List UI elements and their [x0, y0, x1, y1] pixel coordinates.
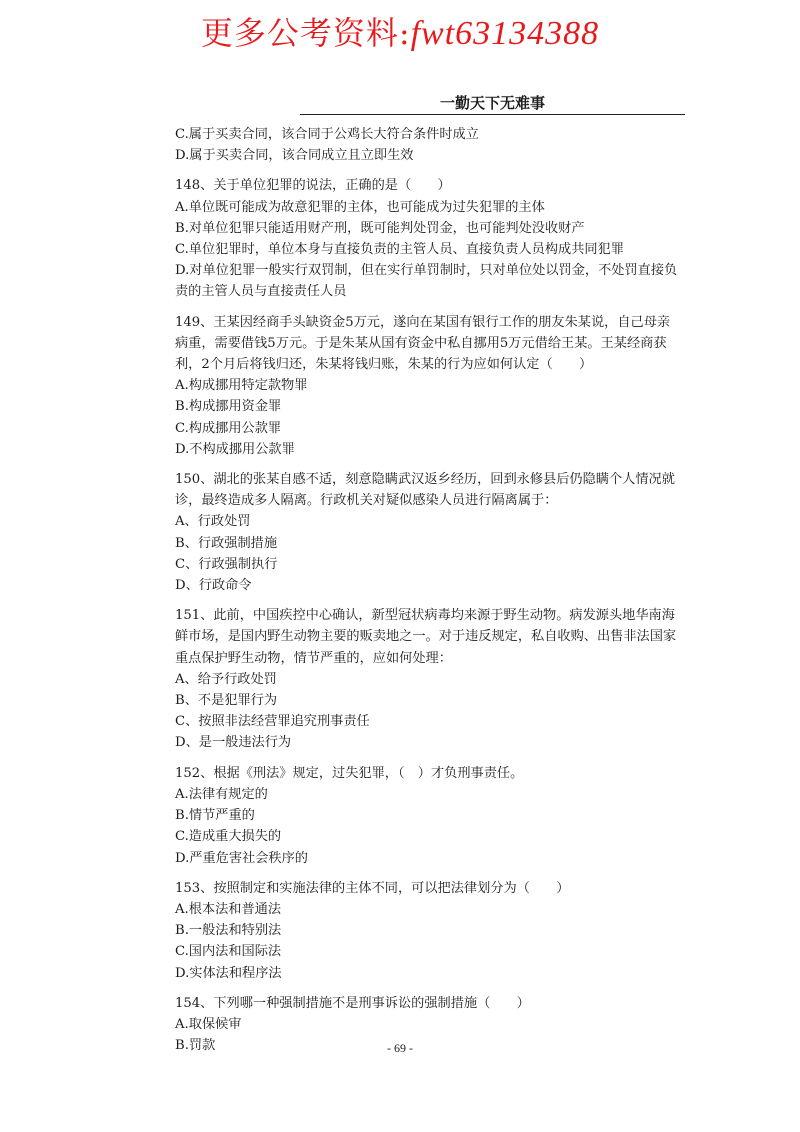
option-b: B.一般法和特别法 [175, 923, 282, 939]
question-150 [175, 469, 680, 596]
carryover-option-d: D.属于买卖合同，该合同成立且立即生效 [175, 148, 414, 164]
question-148 [175, 175, 680, 302]
watermark [0, 8, 800, 54]
option-b: B.情节严重的 [175, 808, 255, 824]
watermark-text: 更多公考资料: [200, 14, 411, 52]
question-151 [175, 605, 680, 753]
option-b: B.罚款 [175, 1038, 216, 1054]
question-stem: 152、根据《刑法》规定，过失犯罪，（ ）才负刑事责任。 [175, 765, 524, 781]
option-b: B.构成挪用资金罪 [175, 399, 282, 415]
question-149 [175, 312, 680, 460]
option-a: A.根本法和普通法 [175, 901, 282, 917]
running-head: 一勤天下无难事 [439, 94, 545, 112]
page-number: - 69 - [387, 1041, 413, 1055]
option-c: C.国内法和国际法 [175, 944, 282, 960]
question-152 [175, 763, 680, 869]
option-c: C、行政强制执行 [175, 556, 278, 572]
question-stem: 148、关于单位犯罪的说法，正确的是（ ） [175, 178, 451, 194]
carryover-option-c: C.属于买卖合同，该合同于公鸡长大符合条件时成立 [175, 127, 479, 142]
page-content [175, 124, 680, 1056]
option-b: B、行政强制措施 [175, 535, 278, 551]
option-b: B、不是犯罪行为 [175, 693, 278, 709]
option-d: D.严重危害社会秩序的 [175, 850, 308, 866]
option-c: C.构成挪用公款罪 [175, 420, 282, 436]
option-d: D.不构成挪用公款罪 [175, 441, 295, 457]
question-stem: 150、湖北的张某自感不适，刻意隐瞒武汉返乡经历，回到永修县后仍隐瞒个人情况就诊，最终造成多人隔离。行政机关对疑似感染人员进行隔离属于： [175, 472, 675, 509]
option-c: C、按照非法经营罪追究刑事责任 [175, 714, 370, 730]
question-stem: 151、此前，中国疾控中心确认，新型冠状病毒均来源于野生动物。病发源头地华南海鲜市场，是国内野生动物主要的贩卖地之一。对于违反规定，私自收购、出售非法国家重点保护野生动物，情节严重的，应如何处理： [175, 608, 677, 666]
option-a: A、行政处罚 [175, 514, 251, 530]
option-c: C.单位犯罪时，单位本身与直接负责的主管人员、直接负责人员构成共同犯罪 [175, 242, 624, 258]
question-stem: 153、按照制定和实施法律的主体不同，可以把法律划分为（ ） [175, 880, 570, 896]
option-d: D.对单位犯罪一般实行双罚制，但在实行单罚制时，只对单位处以罚金，不处罚直接负责的主管人员与直接责任人员 [175, 263, 678, 300]
question-153 [175, 878, 680, 984]
option-c: C.造成重大损失的 [175, 829, 282, 845]
option-a: A.单位既可能成为故意犯罪的主体，也可能成为过失犯罪的主体 [175, 199, 545, 215]
question-stem: 149、王某因经商手头缺资金5万元，遂向在某国有银行工作的朋友朱某说，自己母亲病重，需要借钱5万元。于是朱某从国有资金中私自挪用5万元借给王某。王某经商获利，2个月后将钱归还，朱某将钱归账，朱某的行为应如何认定（ ） [175, 314, 671, 373]
option-a: A、给予行政处罚 [175, 671, 277, 687]
option-a: A.取保候审 [175, 1016, 242, 1032]
header-rule [300, 114, 685, 115]
question-stem: 154、下列哪一种强制措施不是刑事诉讼的强制措施（ ） [175, 995, 530, 1011]
option-a: A.构成挪用特定款物罪 [175, 378, 308, 394]
option-d: D、是一般违法行为 [175, 735, 292, 751]
option-d: D.实体法和程序法 [175, 965, 282, 981]
option-d: D、行政命令 [175, 578, 252, 594]
option-b: B.对单位犯罪只能适用财产刑，既可能判处罚金，也可能判处没收财产 [175, 220, 585, 236]
watermark-id: fwt63134388 [410, 15, 600, 52]
option-a: A.法律有规定的 [175, 786, 268, 802]
